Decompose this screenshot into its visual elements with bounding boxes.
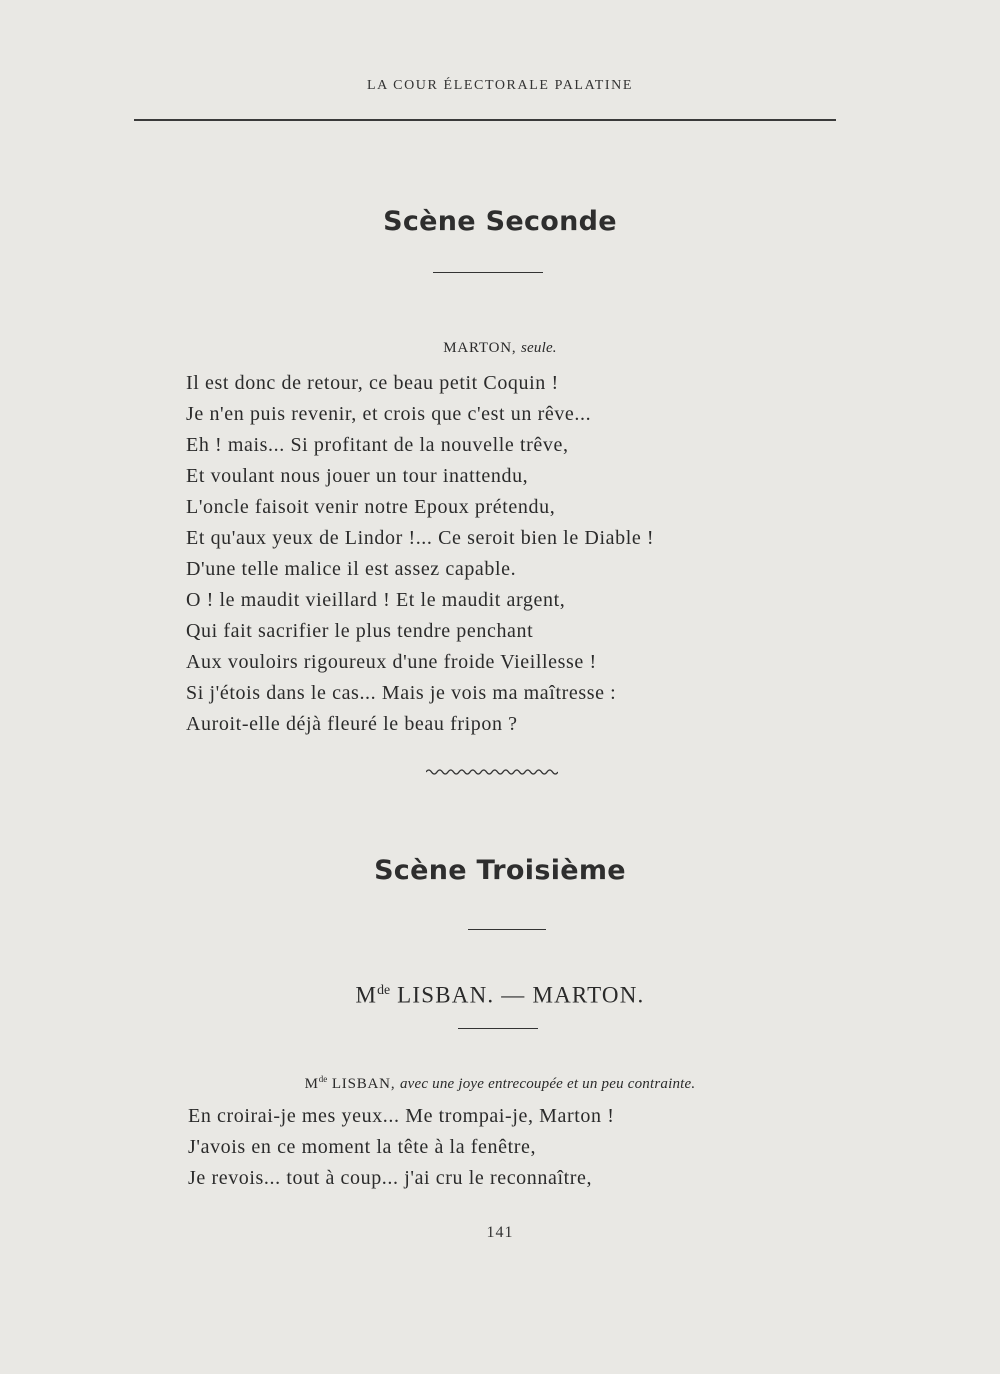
scene-three-characters <box>0 982 1000 1009</box>
verse-line: Eh ! mais... Si profitant de la nouvelle trêve, <box>186 434 569 456</box>
title-abbrev-sup: de <box>318 1074 328 1084</box>
scene-three-speaker <box>0 1074 1000 1093</box>
verse-line: D'une telle malice il est assez capable. <box>186 558 517 580</box>
verse-line: L'oncle faisoit venir notre Epoux prétendu, <box>186 496 556 518</box>
verse-line: Qui fait sacrifier le plus tendre penchant <box>186 620 534 642</box>
scene-two-title: Scène Seconde <box>383 206 617 237</box>
scene-three-verse <box>188 1101 615 1194</box>
verse-line: Je n'en puis revenir, et crois que c'est un rêve... <box>186 403 592 425</box>
verse-line: Il est donc de retour, ce beau petit Coquin ! <box>186 372 559 394</box>
speaker-name: MARTON, <box>443 340 517 356</box>
verse-line: Et qu'aux yeux de Lindor !... Ce seroit bien le Diable ! <box>186 527 655 549</box>
title-abbrev: M <box>355 982 378 1008</box>
verse-line: Aux vouloirs rigoureux d'une froide Vieillesse ! <box>186 651 597 673</box>
scene-three-title-rule <box>468 929 546 930</box>
scene-two-title-rule <box>433 272 543 273</box>
speaker-name: LISBAN, <box>327 1076 396 1092</box>
header-rule <box>134 119 836 121</box>
page-number: 141 <box>486 1224 514 1241</box>
stage-direction: seule. <box>520 340 557 356</box>
verse-line: Auroit-elle déjà fleuré le beau fripon ? <box>186 713 518 735</box>
verse-line: Et voulant nous jouer un tour inattendu, <box>186 465 529 487</box>
running-head: LA COUR ÉLECTORALE PALATINE <box>366 78 634 93</box>
characters-rule <box>458 1028 538 1029</box>
scene-three-title: Scène Troisième <box>374 855 626 886</box>
verse-line: Si j'étois dans le cas... Mais je vois ma maîtresse : <box>186 682 617 704</box>
title-abbrev: M <box>304 1076 319 1092</box>
scene-two-speaker <box>0 340 1000 357</box>
verse-line: Je revois... tout à coup... j'ai cru le reconnaître, <box>188 1167 593 1189</box>
title-abbrev-sup: de <box>377 982 391 997</box>
verse-line: J'avois en ce moment la tête à la fenêtre, <box>188 1136 537 1158</box>
stage-direction: avec une joye entrecoupée et un peu contrainte. <box>399 1076 696 1092</box>
scene-two-verse <box>186 368 654 740</box>
verse-line: O ! le maudit vieillard ! Et le maudit argent, <box>186 589 566 611</box>
wavy-ornament <box>426 768 558 776</box>
verse-line: En croirai-je mes yeux... Me trompai-je, Marton ! <box>188 1105 615 1127</box>
character-list: LISBAN. — MARTON. <box>390 982 645 1008</box>
